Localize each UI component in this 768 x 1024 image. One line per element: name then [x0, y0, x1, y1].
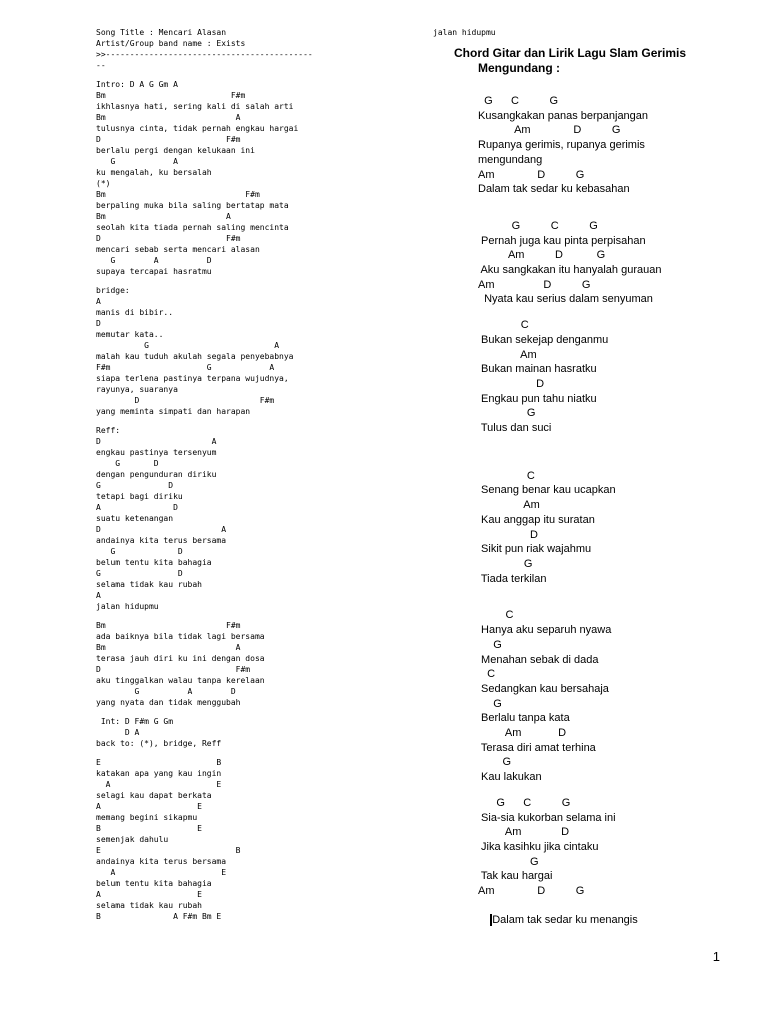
right-sheet-line: D [478, 377, 545, 390]
right-sheet-line: Hanya aku separuh nyawa [478, 624, 612, 637]
left-sheet-line: Bm F#m [96, 91, 246, 100]
left-sheet-line: D F#m [96, 135, 241, 144]
right-sheet-line: Tiada terkilan [478, 572, 547, 585]
left-sheet-line: malah kau tuduh akulah segala penyebabnya [96, 352, 294, 361]
right-sheet-line: Tulus dan suci [478, 422, 552, 435]
right-sheet-line: C [478, 668, 496, 681]
right-sheet-line: Sia-sia kukorban selama ini [478, 811, 616, 824]
right-sheet-line: Kau lakukan [478, 771, 542, 784]
left-sheet-line: Bm F#m [96, 621, 241, 630]
right-sheet-line: C [478, 319, 529, 332]
right-sheet-line: C [478, 469, 535, 482]
left-sheet-line: Bm F#m [96, 190, 260, 199]
chord-sheet-right-column [454, 46, 738, 943]
left-sheet-line: (*) [96, 179, 111, 188]
left-sheet-line: D F#m [96, 396, 275, 405]
right-sheet-line: Am D G [478, 278, 591, 291]
left-sheet-line: memutar kata.. [96, 330, 164, 339]
right-sheet-line: G [478, 407, 536, 420]
left-sheet-line: belum tentu kita bahagia [96, 879, 212, 888]
right-sheet-line [478, 458, 738, 469]
left-sheet-line: Song Title : Mencari Alasan [96, 28, 227, 37]
right-sheet-line: Nyata kau serius dalam senyuman [478, 293, 653, 306]
left-sheet-line: D A [96, 525, 227, 534]
right-sheet-line: Aku sangkakan itu hanyalah gurauan [478, 264, 662, 277]
left-sheet-line [96, 612, 436, 620]
left-sheet-line: E B [96, 846, 241, 855]
left-sheet-line: D A [96, 728, 140, 737]
right-last-line: Dalam tak sedar ku menangis [492, 914, 638, 927]
right-sheet-line: Terasa diri amat terhina [478, 741, 596, 754]
left-sheet-line: A D [96, 503, 178, 512]
title-line-1: Chord Gitar dan Lirik Lagu Slam Gerimis [454, 46, 687, 60]
left-sheet-line: bridge: [96, 286, 130, 295]
left-sheet-line: andainya kita terus bersama [96, 857, 227, 866]
left-sheet-line: G A [96, 341, 280, 350]
left-sheet-line: G D [96, 547, 183, 556]
right-sheet-line: Rupanya gerimis, rupanya gerimis [478, 139, 645, 152]
left-sheet-line [96, 277, 436, 285]
right-sheet-line: G C G [478, 95, 559, 107]
left-sheet-line: D A [96, 437, 217, 446]
left-sheet-line: ku mengalah, ku bersalah [96, 168, 212, 177]
right-column-lines [478, 94, 738, 899]
right-sheet-line: D [478, 528, 538, 541]
left-sheet-line: yang meminta simpati dan harapan [96, 407, 251, 416]
right-sheet-line: Senang benar kau ucapkan [478, 484, 616, 497]
right-sheet-line [478, 197, 738, 208]
left-sheet-line: jalan hidupmu [96, 602, 159, 611]
right-sheet-line [478, 208, 738, 219]
right-sheet-line [478, 586, 738, 597]
left-sheet-line: Reff: [96, 426, 121, 435]
left-sheet-line [96, 417, 436, 425]
right-sheet-line [478, 447, 738, 458]
right-sheet-line: G [478, 855, 539, 868]
right-sheet-line: Am D [478, 727, 567, 740]
right-sheet-line: mengundang [478, 153, 543, 166]
right-top-text: jalan hidupmu [433, 28, 496, 37]
left-sheet-line: ikhlasnya hati, sering kali di salah arti [96, 102, 294, 111]
left-sheet-line: Int: D F#m G Gm [96, 717, 174, 726]
right-sheet-line: G [478, 756, 512, 769]
left-sheet-line: memang begini sikapmu [96, 813, 198, 822]
left-sheet-line: A E [96, 780, 222, 789]
left-sheet-line: G A D [96, 687, 236, 696]
left-sheet-line: B A F#m Bm E [96, 912, 222, 921]
left-sheet-line: A [96, 591, 101, 600]
left-sheet-line: F#m G A [96, 363, 275, 372]
right-sheet-line: G [478, 557, 533, 570]
left-sheet-line: dengan pengunduran diriku [96, 470, 217, 479]
left-sheet-line: yang nyata dan tidak menggubah [96, 698, 241, 707]
left-sheet-line [96, 749, 436, 757]
left-sheet-line: D F#m [96, 234, 241, 243]
left-sheet-line: aku tinggalkan walau tanpa kerelaan [96, 676, 265, 685]
right-sheet-line: Am [478, 348, 537, 361]
left-sheet-line: tetapi bagi diriku [96, 492, 183, 501]
left-sheet-line: belum tentu kita bahagia [96, 558, 212, 567]
right-sheet-line: Bukan sekejap denganmu [478, 333, 609, 346]
left-sheet-line: B E [96, 824, 202, 833]
left-sheet-line: berpaling muka bila saling bertatap mata [96, 201, 289, 210]
left-sheet-line: Intro: D A G Gm A [96, 80, 178, 89]
right-sheet-line: Am [478, 499, 540, 512]
left-sheet-line: katakan apa yang kau ingin [96, 769, 222, 778]
left-sheet-line: terasa jauh diri ku ini dengan dosa [96, 654, 265, 663]
left-sheet-line: manis di bibir.. [96, 308, 174, 317]
left-sheet-line: A E [96, 868, 227, 877]
right-sheet-line: Dalam tak sedar ku kebasahan [478, 183, 630, 196]
right-sheet-line: G [478, 697, 502, 710]
right-sheet-line: Pernah juga kau pinta perpisahan [478, 234, 646, 247]
left-sheet-line: engkau pastinya tersenyum [96, 448, 217, 457]
right-sheet-line [478, 307, 738, 318]
right-column-title [454, 46, 738, 76]
left-sheet-line: D [96, 319, 101, 328]
right-sheet-line: Sedangkan kau bersahaja [478, 682, 609, 695]
left-sheet-line [96, 71, 436, 79]
right-sheet-line [478, 436, 738, 447]
right-sheet-line: C [478, 609, 514, 622]
left-sheet-line: -- [96, 61, 106, 70]
page-number: 1 [712, 949, 720, 964]
right-sheet-line: Berlalu tanpa kata [478, 712, 570, 725]
title-line-2: Mengundang [478, 61, 553, 75]
right-sheet-line: Menahan sebak di dada [478, 653, 599, 666]
left-sheet-line: A E [96, 890, 202, 899]
right-sheet-line: Bukan mainan hasratku [478, 363, 597, 376]
right-sheet-line [478, 785, 738, 796]
right-sheet-line: G C G [478, 796, 571, 809]
left-sheet-line [96, 708, 436, 716]
right-sheet-line: Am D G [478, 885, 585, 898]
left-sheet-line: mencari sebab serta mencari alasan [96, 245, 260, 254]
left-sheet-line: tulusnya cinta, tidak pernah engkau hargai [96, 124, 299, 133]
left-sheet-line: G A D [96, 256, 212, 265]
left-sheet-line: E B [96, 758, 222, 767]
left-sheet-line: suatu ketenangan [96, 514, 174, 523]
left-sheet-line: back to: (*), bridge, Reff [96, 739, 222, 748]
right-sheet-line: Sikit pun riak wajahmu [478, 543, 592, 556]
left-sheet-line: Bm A [96, 113, 241, 122]
title-colon: : [552, 61, 560, 75]
right-sheet-line: Am D G [478, 249, 606, 262]
left-sheet-line: seolah kita tiada pernah saling mencinta [96, 223, 289, 232]
left-sheet-line: supaya tercapai hasratmu [96, 267, 212, 276]
right-sheet-line: Kau anggap itu suratan [478, 513, 595, 526]
left-sheet-line: selagi kau dapat berkata [96, 791, 212, 800]
left-sheet-line: A E [96, 802, 202, 811]
left-sheet-line: G D [96, 459, 159, 468]
left-sheet-line: A [96, 297, 101, 306]
left-sheet-line: siapa terlena pastinya terpana wujudnya, [96, 374, 289, 383]
left-sheet-line: selama tidak kau rubah [96, 901, 202, 910]
left-sheet-line: ada baiknya bila tidak lagi bersama [96, 632, 265, 641]
left-sheet-line: semenjak dahulu [96, 835, 169, 844]
left-sheet-line: Bm A [96, 643, 241, 652]
left-sheet-line: berlalu pergi dengan kelukaan ini [96, 146, 255, 155]
left-sheet-line: G A [96, 157, 178, 166]
left-sheet-line: D F#m [96, 665, 251, 674]
right-sheet-line: Am D G [478, 124, 621, 137]
left-sheet-line: G D [96, 569, 183, 578]
left-sheet-line: rayunya, suaranya [96, 385, 178, 394]
left-sheet-line: Bm A [96, 212, 231, 221]
right-sheet-line: Am D G [478, 168, 585, 181]
right-sheet-line: Jika kasihku jika cintaku [478, 840, 599, 853]
right-sheet-line: G [478, 638, 502, 651]
right-sheet-line [478, 597, 738, 608]
right-sheet-line: Engkau pun tahu niatku [478, 392, 597, 405]
left-sheet-line: andainya kita terus bersama [96, 536, 227, 545]
left-sheet-line: selama tidak kau rubah [96, 580, 202, 589]
right-sheet-line: G C G [478, 219, 598, 232]
left-sheet-line: >>------------------------------------------- [96, 50, 313, 59]
left-sheet-line: G D [96, 481, 174, 490]
left-sheet-line: Artist/Group band name : Exists [96, 39, 246, 48]
chord-sheet-left-column [96, 27, 436, 922]
right-sheet-line: Tak kau hargai [478, 870, 553, 883]
right-sheet-line: Kusangkakan panas berpanjangan [478, 109, 649, 122]
right-sheet-line: Am D [478, 826, 570, 839]
